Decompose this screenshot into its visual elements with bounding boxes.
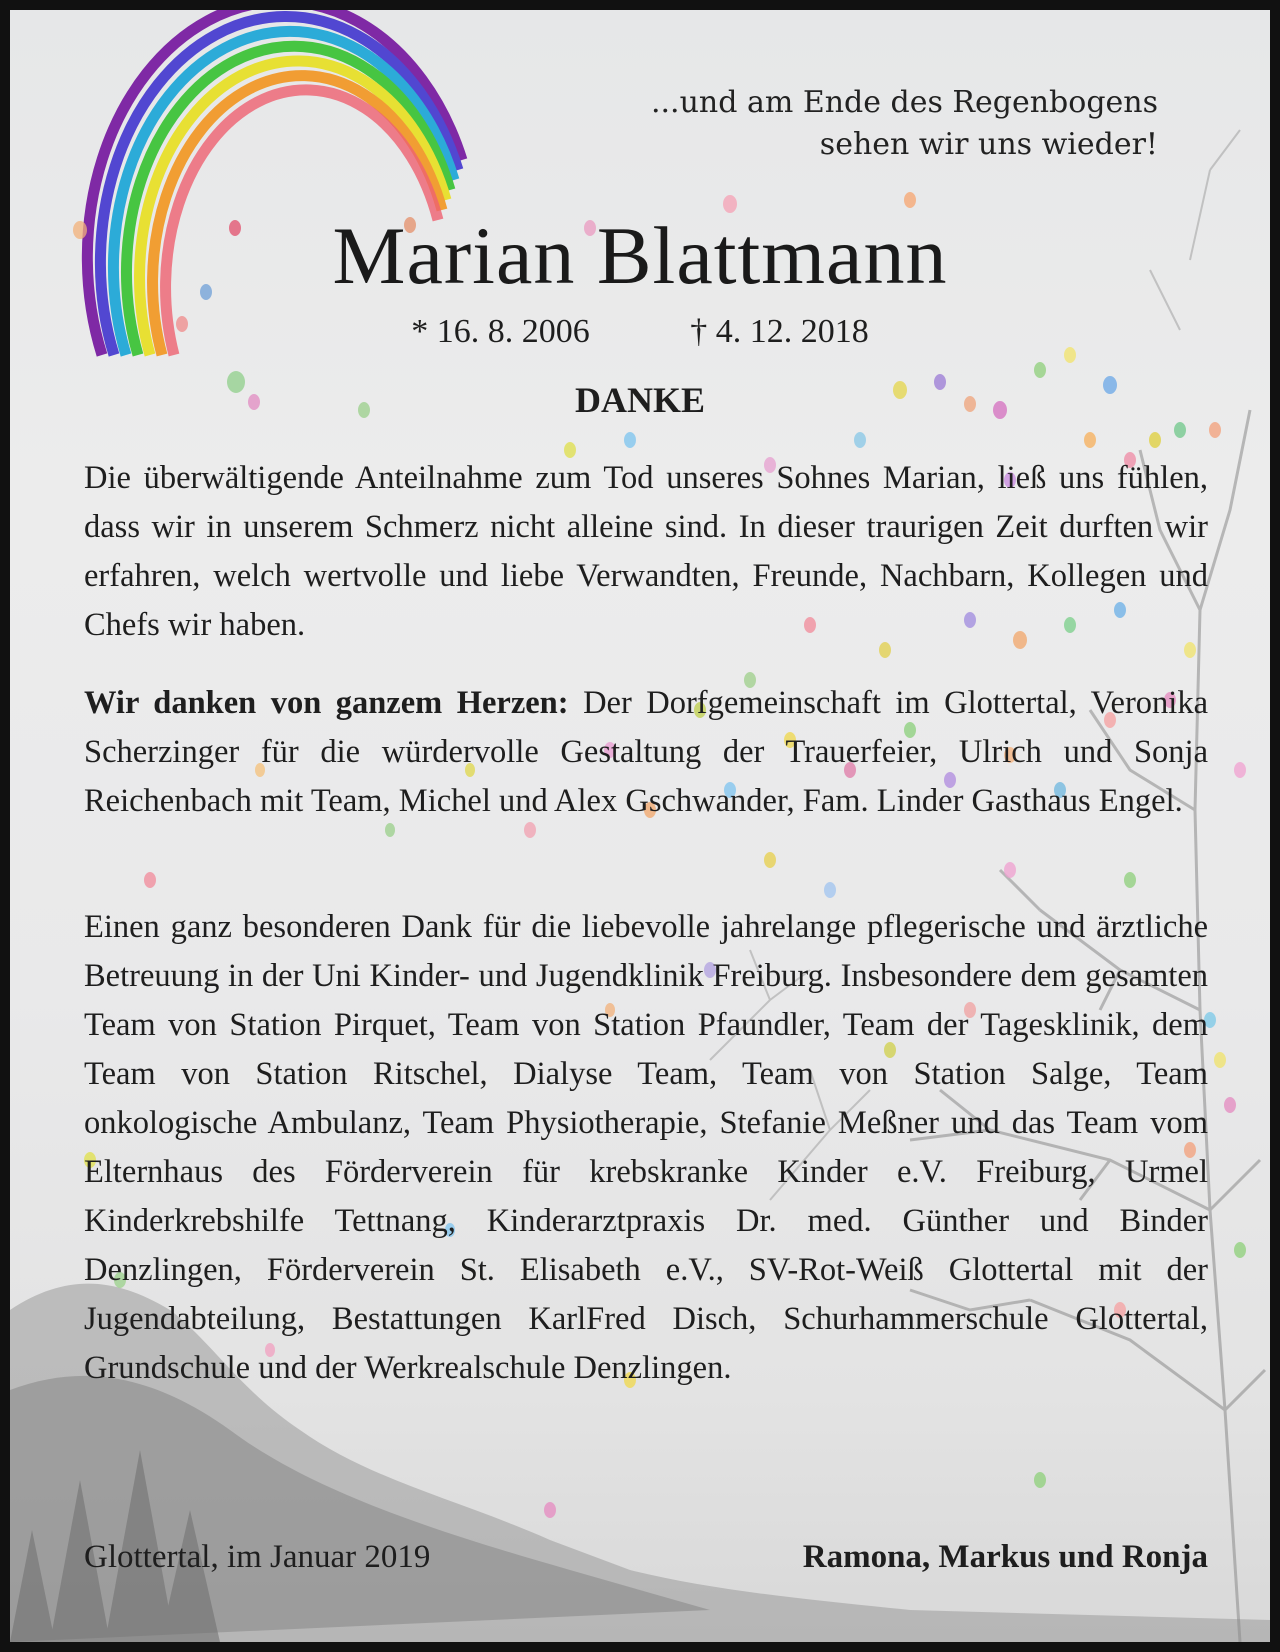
paragraph-1: Die überwältigende Anteilnahme zum Tod unseres Sohnes Marian, ließ uns fühlen, dass wir in unserem Schmerz nicht alleine sind. In dieser traurigen Zeit durften wir erfahren, welch wertvolle und liebe Verwandten, Freunde, Nachbarn, Kollegen und Chefs wir haben.	[84, 460, 1208, 643]
footer	[84, 1535, 1208, 1579]
paragraph-2-rest: Der Dorfgemeinschaft im Glottertal, Veronika Scherzinger für die würdervolle Gestaltung der Trauerfeier, Ulrich und Sonja Reichenbach mit Team, Michel und Alex Gschwander, Fam. Linder Gasthaus Engel.	[84, 685, 1208, 819]
life-dates	[10, 310, 1270, 354]
motto-line-1: ...und am Ende des Regenbogens	[650, 85, 1158, 120]
content	[10, 10, 1270, 1642]
paragraph-2-lead: Wir danken von ganzem Herzen:	[84, 685, 569, 721]
paragraph-3: Einen ganz besonderen Dank für die liebevolle jahrelange pflegerische und ärztliche Betreuung in der Uni Kinder- und Jugendklinik Freiburg. Insbesondere dem gesamten Team von Station Pirquet, Team von Station Pfaundler, Team der Tagesklinik, dem Team von Station Ritschel, Dialyse Team, Team von Station Salge, Team onkologische Ambulanz, Team Physiotherapie, Stefanie Meßner und das Team vom Elternhaus des Förderverein für krebskranke Kinder e.V. Freiburg, Urmel Kinderkrebshilfe Tettnang, Kinderarztpraxis Dr. med. Günther und Binder Denzlingen, Förderverein St. Elisabeth e.V., SV-Rot-Weiß Glottertal mit der Jugendabteilung, Bestattungen KarlFred Disch, Schurhammerschule Glottertal, Grundschule und der Werkrealschule Denzlingen.	[84, 909, 1208, 1386]
motto	[651, 82, 1158, 166]
paragraph-2	[84, 679, 1208, 826]
place-date: Glottertal, im Januar 2019	[84, 1539, 431, 1575]
deceased-name: Marian Blattmann	[332, 210, 948, 301]
motto-line-2: sehen wir uns wieder!	[819, 127, 1158, 162]
death-date: † 4. 12. 2018	[690, 313, 869, 350]
signers: Ramona, Markus und Ronja	[802, 1539, 1208, 1575]
birth-date: * 16. 8. 2006	[411, 313, 590, 350]
heading: DANKE	[574, 380, 705, 420]
